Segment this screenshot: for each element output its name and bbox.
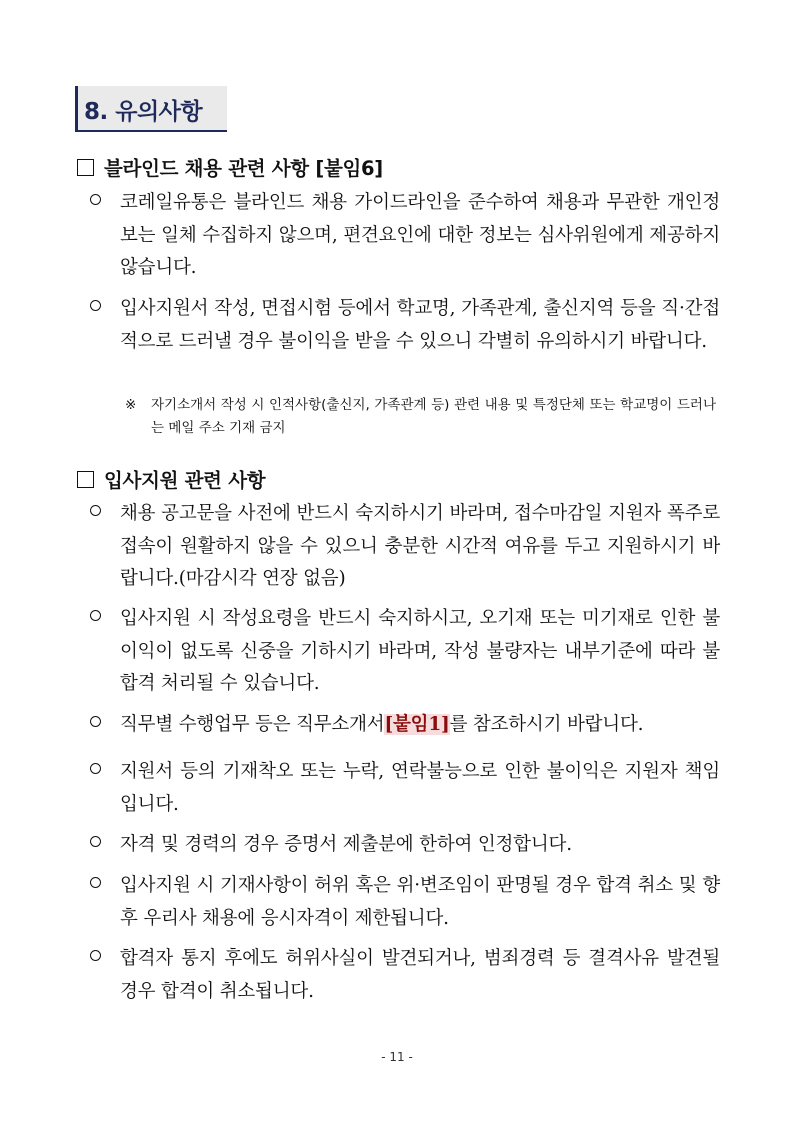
checkbox-square-icon <box>77 471 94 488</box>
circle-bullet-icon <box>90 763 101 774</box>
circle-bullet-icon <box>90 950 101 961</box>
checkbox-square-icon <box>77 159 94 176</box>
list-item-text: 지원서 등의 기재착오 또는 누락, 연락불능으로 인한 불이익은 지원자 책임입니다. <box>120 761 720 815</box>
section-title <box>75 86 227 132</box>
list-item-text: 자격 및 경력의 경우 증명서 제출분에 한하여 인정합니다. <box>120 834 572 855</box>
list-item-text: 입사지원서 작성, 면접시험 등에서 학교명, 가족관계, 출신지역 등을 직·간접적으로 드러낼 경우 불이익을 받을 수 있으니 각별히 유의하시기 바랍니다. <box>120 298 720 352</box>
list-item-text: 채용 공고문을 사전에 반드시 숙지하시기 바라며, 접수마감일 지원자 폭주로 접속이 원활하지 않을 수 있으니 충분한 시간적 여유를 두고 지원하시기 바랍니다.(마감시각 연장 없음) <box>120 503 720 589</box>
reference-mark-icon: ※ <box>125 397 137 413</box>
circle-bullet-icon <box>90 877 101 888</box>
circle-bullet-icon <box>90 300 101 311</box>
list-item-text <box>120 709 720 742</box>
circle-bullet-icon <box>90 610 101 621</box>
circle-bullet-icon <box>90 505 101 516</box>
item-text-post: 를 참조하시기 바랍니다. <box>449 714 644 735</box>
section-title-text: 8. 유의사항 <box>84 99 203 125</box>
heading-blind-hiring <box>77 153 383 181</box>
list-item-text: 입사지원 시 기재사항이 허위 혹은 위·변조임이 판명될 경우 합격 취소 및 향후 우리사 채용에 응시자격이 제한됩니다. <box>120 875 720 929</box>
list-item-text: 합격자 통지 후에도 허위사실이 발견되거나, 범죄경력 등 결격사유 발견될 경우 합격이 취소됩니다. <box>120 948 720 1002</box>
item-text-pre: 직무별 수행업무 등은 직무소개서 <box>120 714 385 735</box>
list-item-text: 코레일유통은 블라인드 채용 가이드라인을 준수하여 채용과 무관한 개인정보는 일체 수집하지 않으며, 편견요인에 대한 정보는 심사위원에게 제공하지 않습니다. <box>120 192 720 278</box>
list-item-text: 입사지원 시 작성요령을 반드시 숙지하시고, 오기재 또는 미기재로 인한 불이익이 없도록 신중을 기하시기 바라며, 작성 불량자는 내부기준에 따라 불합격 처리될 수 있습니다. <box>120 608 720 694</box>
heading-application <box>77 465 265 493</box>
page-number: - 11 - <box>381 1050 413 1064</box>
circle-bullet-icon <box>90 194 101 205</box>
attachment-reference: [붙임1] <box>384 714 450 735</box>
heading-apply-text: 입사지원 관련 사항 <box>104 469 266 492</box>
circle-bullet-icon <box>90 716 101 727</box>
circle-bullet-icon <box>90 836 101 847</box>
heading-blind-text: 블라인드 채용 관련 사항 [붙임6] <box>104 157 383 180</box>
note-text: 자기소개서 작성 시 인적사항(출신지, 가족관계 등) 관련 내용 및 특정단체 또는 학교명이 드러나는 메일 주소 기재 금지 <box>151 397 716 436</box>
